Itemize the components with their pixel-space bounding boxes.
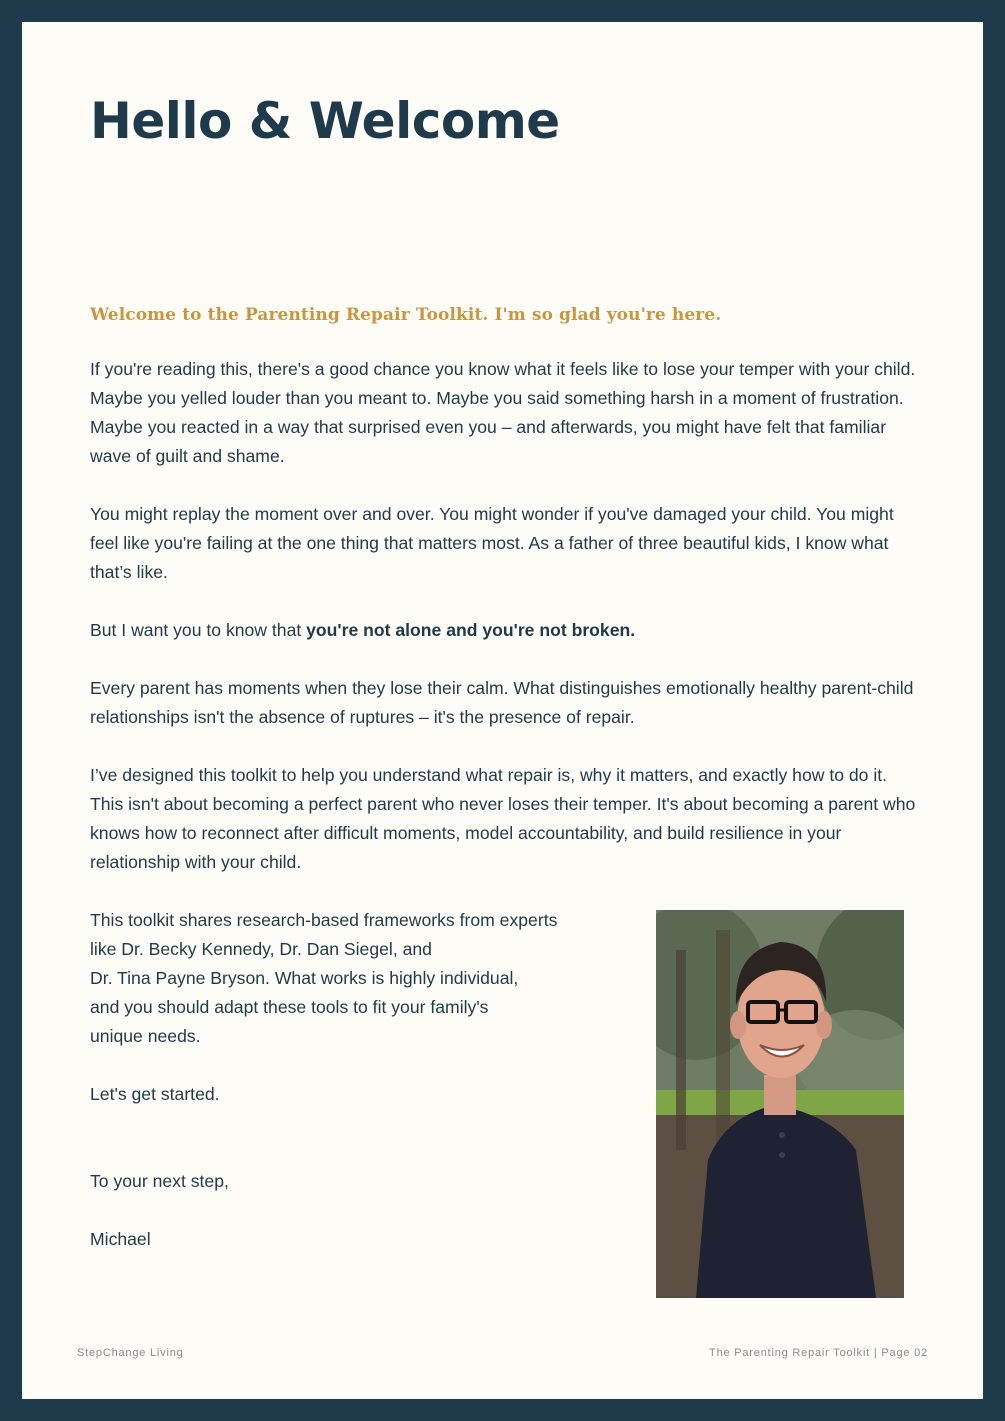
not-alone-emphasis: you're not alone and you're not broken. [306, 620, 636, 640]
paragraph-repair: Every parent has moments when they lose their calm. What distinguishes emotionally healthy parent-child relationships isn't the absence of ruptures – it's the presence of repair. [90, 678, 914, 727]
not-alone-lead: But I want you to know that [90, 620, 307, 640]
footer-page-label: The Parenting Repair Toolkit | Page 02 [709, 1347, 928, 1359]
paragraph-replay: You might replay the moment over and over. You might wonder if you've damaged your child. You might feel like you're failing at the one thing that matters most. As a father of three beautiful kids, I know what that’s like. [90, 504, 894, 582]
research-line-4: and you should adapt these tools to fit your family's [90, 997, 489, 1017]
research-line-5: unique needs. [90, 1026, 201, 1046]
page-title: Hello & Welcome [90, 92, 560, 150]
document-page [22, 22, 983, 1399]
paragraph-not-alone [90, 616, 920, 645]
paragraph-intro: If you're reading this, there's a good chance you know what it feels like to lose your temper with your child. Maybe you yelled louder than you meant to. Maybe you said something harsh in a moment of frustration. Maybe you reacted in a way that surprised even you – and afterwards, you might have felt that familiar wave of guilt and shame. [90, 359, 916, 466]
paragraph-toolkit-purpose: I’ve designed this toolkit to help you understand what repair is, why it matters, and exactly how to do it. This isn't about becoming a perfect parent who never loses their temper. It's about becoming a parent who knows how to reconnect after difficult moments, model accountability, and build resilience in your relationship with your child. [90, 765, 916, 872]
paragraph-get-started: Let's get started. [90, 1084, 220, 1104]
closing-line: To your next step, [90, 1171, 229, 1191]
author-portrait-illustration [656, 910, 904, 1298]
signature-name: Michael [90, 1229, 151, 1249]
research-line-1: This toolkit shares research-based frameworks from experts [90, 910, 558, 930]
research-line-2: like Dr. Becky Kennedy, Dr. Dan Siegel, and [90, 939, 432, 959]
footer-brand: StepChange Living [77, 1347, 184, 1359]
research-line-3: Dr. Tina Payne Bryson. What works is highly individual, [90, 968, 519, 988]
paragraph-research [90, 906, 638, 1051]
author-photo [656, 910, 904, 1298]
welcome-tagline: Welcome to the Parenting Repair Toolkit. I'm so glad you're here. [90, 305, 722, 325]
